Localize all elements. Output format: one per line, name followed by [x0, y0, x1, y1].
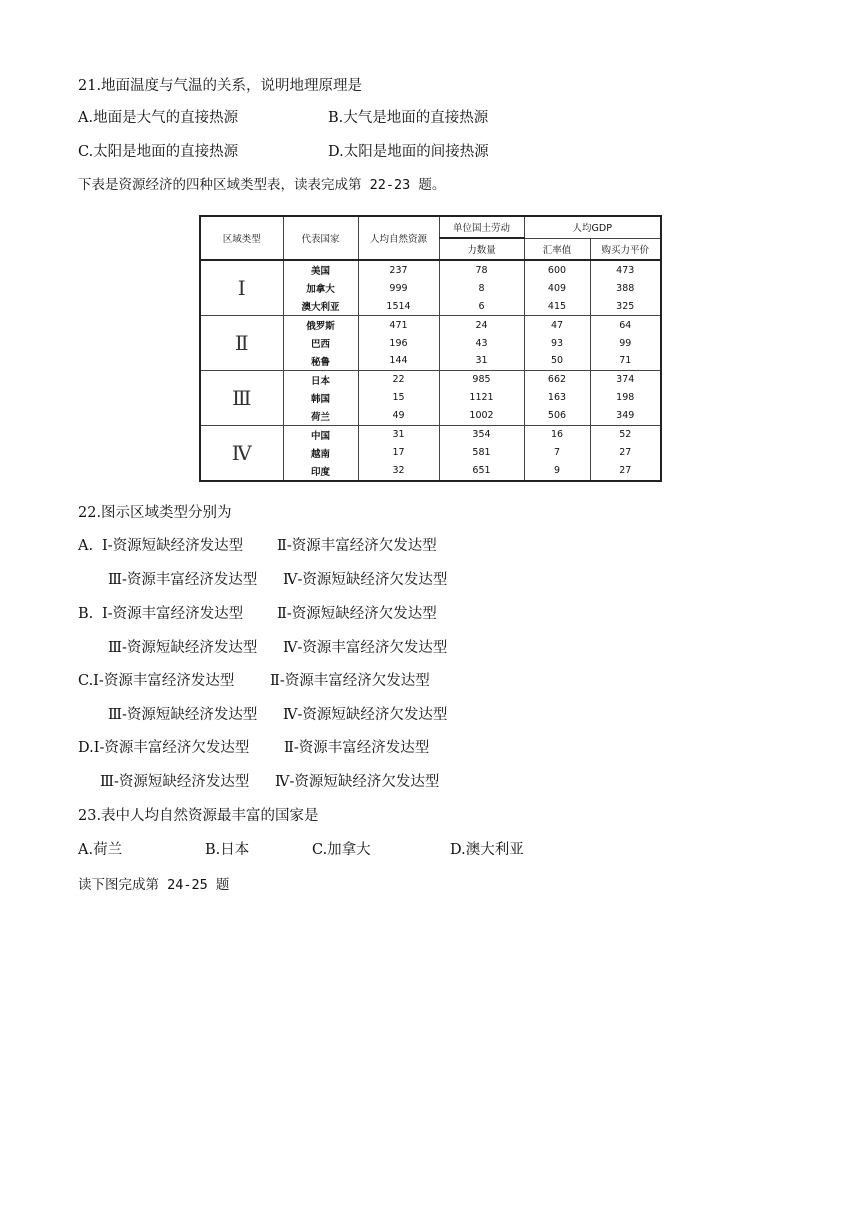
header-ppp: 购买力平价 — [590, 238, 661, 260]
q21-option-d: D.太阳是地面的间接热源 — [328, 144, 489, 160]
q22-option-a-part2: Ⅱ-资源丰富经济欠发达型 — [277, 538, 437, 554]
q22-stem: 22.图示区域类型分别为 — [78, 505, 232, 521]
header-resource: 人均自然资源 — [358, 216, 439, 260]
country-cell: 巴西 — [283, 334, 358, 352]
ppp-cell: 198 — [590, 389, 661, 407]
q22-option-a-part3: Ⅲ-资源丰富经济发达型 — [108, 572, 258, 588]
ppp-cell: 52 — [590, 425, 661, 444]
exchange-cell: 163 — [524, 389, 590, 407]
exchange-cell: 600 — [524, 260, 590, 279]
exchange-cell: 47 — [524, 316, 590, 335]
labor-cell: 354 — [439, 425, 524, 444]
table-intro: 下表是资源经济的四种区域类型表，读表完成第 22-23 题。 — [78, 177, 446, 193]
labor-cell: 1121 — [439, 389, 524, 407]
ppp-cell: 99 — [590, 334, 661, 352]
ppp-cell: 27 — [590, 462, 661, 481]
resource-cell: 237 — [358, 260, 439, 279]
q22-option-d-part2: Ⅱ-资源丰富经济发达型 — [284, 740, 430, 756]
q22-option-c-part2: Ⅱ-资源丰富经济欠发达型 — [270, 673, 430, 689]
table-row — [200, 370, 661, 389]
q22-option-a-label: A. — [78, 538, 94, 554]
q22-option-b-part3: Ⅲ-资源短缺经济发达型 — [108, 640, 258, 656]
q22-option-a-part1: Ⅰ-资源短缺经济发达型 — [102, 538, 244, 554]
table-row — [200, 260, 661, 279]
resource-cell: 17 — [358, 444, 439, 462]
labor-cell: 581 — [439, 444, 524, 462]
exchange-cell: 93 — [524, 334, 590, 352]
resource-cell: 1514 — [358, 297, 439, 316]
country-cell: 韩国 — [283, 389, 358, 407]
header-labor-line2: 力数量 — [439, 238, 524, 260]
ppp-cell: 374 — [590, 370, 661, 389]
q22-option-b-part4: Ⅳ-资源丰富经济欠发达型 — [283, 640, 448, 656]
table-row — [200, 425, 661, 444]
country-cell: 加拿大 — [283, 279, 358, 297]
labor-cell: 31 — [439, 352, 524, 371]
q22-option-c-part4: Ⅳ-资源短缺经济欠发达型 — [283, 707, 448, 723]
labor-cell: 651 — [439, 462, 524, 481]
resource-cell: 471 — [358, 316, 439, 335]
exchange-cell: 7 — [524, 444, 590, 462]
resource-cell: 31 — [358, 425, 439, 444]
header-labor-line1: 单位国土劳动 — [439, 216, 524, 238]
exchange-cell: 9 — [524, 462, 590, 481]
labor-cell: 43 — [439, 334, 524, 352]
q22-option-d-part1: D.Ⅰ-资源丰富经济欠发达型 — [78, 740, 250, 756]
exchange-cell: 16 — [524, 425, 590, 444]
q21-option-b: B.大气是地面的直接热源 — [328, 110, 489, 126]
resource-cell: 22 — [358, 370, 439, 389]
resource-cell: 999 — [358, 279, 439, 297]
exchange-cell: 506 — [524, 407, 590, 426]
resource-cell: 32 — [358, 462, 439, 481]
country-cell: 美国 — [283, 260, 358, 279]
country-cell: 中国 — [283, 425, 358, 444]
resource-cell: 144 — [358, 352, 439, 371]
resource-economy-table — [199, 215, 662, 482]
q21-option-c: C.太阳是地面的直接热源 — [78, 144, 239, 160]
header-exchange: 汇率值 — [524, 238, 590, 260]
labor-cell: 985 — [439, 370, 524, 389]
figure-intro: 读下图完成第 24-25 题 — [78, 877, 230, 893]
resource-cell: 49 — [358, 407, 439, 426]
q23-stem: 23.表中人均自然资源最丰富的国家是 — [78, 808, 319, 824]
ppp-cell: 349 — [590, 407, 661, 426]
country-cell: 澳大利亚 — [283, 297, 358, 316]
exchange-cell: 662 — [524, 370, 590, 389]
country-cell: 越南 — [283, 444, 358, 462]
country-cell: 秘鲁 — [283, 352, 358, 371]
country-cell: 荷兰 — [283, 407, 358, 426]
ppp-cell: 473 — [590, 260, 661, 279]
q22-option-d-part3: Ⅲ-资源短缺经济发达型 — [100, 774, 250, 790]
header-gdp: 人均GDP — [524, 216, 661, 238]
q23-option-c: C.加拿大 — [312, 842, 371, 858]
labor-cell: 1002 — [439, 407, 524, 426]
country-cell: 日本 — [283, 370, 358, 389]
labor-cell: 6 — [439, 297, 524, 316]
country-cell: 印度 — [283, 462, 358, 481]
q22-option-d-part4: Ⅳ-资源短缺经济欠发达型 — [275, 774, 440, 790]
header-country: 代表国家 — [283, 216, 358, 260]
q22-option-b-label: B. — [78, 606, 94, 622]
table-row — [200, 316, 661, 335]
region-type-cell: Ⅰ — [200, 260, 283, 316]
country-cell: 俄罗斯 — [283, 316, 358, 335]
q23-option-a: A.荷兰 — [78, 842, 123, 858]
q22-option-b-part1: Ⅰ-资源丰富经济发达型 — [102, 606, 244, 622]
region-type-cell: Ⅲ — [200, 370, 283, 425]
q22-option-c-part1: C.Ⅰ-资源丰富经济发达型 — [78, 673, 235, 689]
labor-cell: 78 — [439, 260, 524, 279]
labor-cell: 24 — [439, 316, 524, 335]
region-type-cell: Ⅳ — [200, 425, 283, 481]
header-region-type: 区域类型 — [200, 216, 283, 260]
ppp-cell: 325 — [590, 297, 661, 316]
ppp-cell: 388 — [590, 279, 661, 297]
q21-option-a: A.地面是大气的直接热源 — [78, 110, 239, 126]
q22-option-a-part4: Ⅳ-资源短缺经济欠发达型 — [283, 572, 448, 588]
q23-option-d: D.澳大利亚 — [450, 842, 524, 858]
resource-cell: 196 — [358, 334, 439, 352]
q23-option-b: B.日本 — [205, 842, 250, 858]
ppp-cell: 71 — [590, 352, 661, 371]
ppp-cell: 64 — [590, 316, 661, 335]
ppp-cell: 27 — [590, 444, 661, 462]
q22-option-c-part3: Ⅲ-资源短缺经济发达型 — [108, 707, 258, 723]
exchange-cell: 50 — [524, 352, 590, 371]
labor-cell: 8 — [439, 279, 524, 297]
region-type-cell: Ⅱ — [200, 316, 283, 371]
exchange-cell: 409 — [524, 279, 590, 297]
q22-option-b-part2: Ⅱ-资源短缺经济欠发达型 — [277, 606, 437, 622]
q21-stem: 21.地面温度与气温的关系，说明地理原理是 — [78, 78, 363, 94]
resource-cell: 15 — [358, 389, 439, 407]
exchange-cell: 415 — [524, 297, 590, 316]
